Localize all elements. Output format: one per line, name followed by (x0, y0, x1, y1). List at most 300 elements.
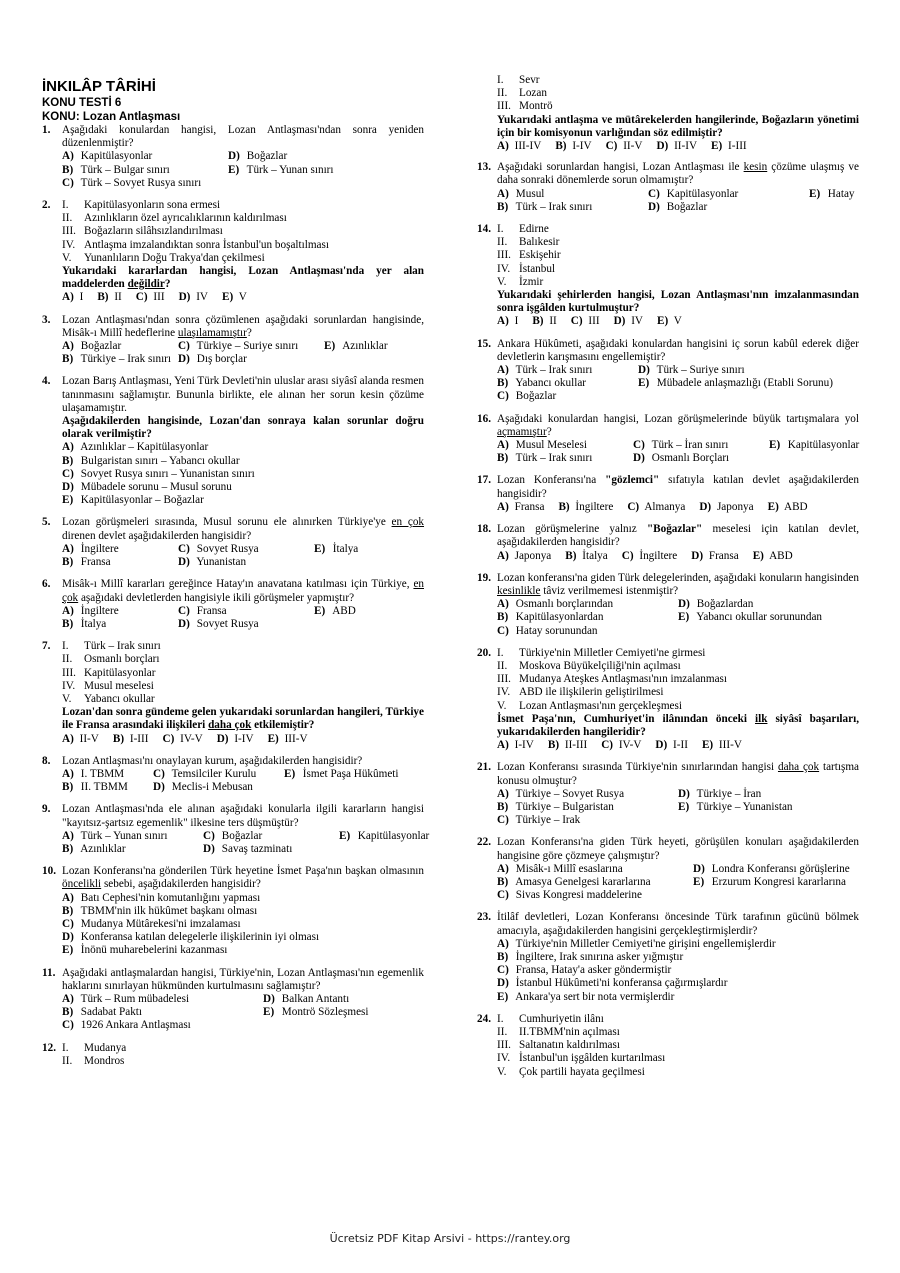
option-label: B) (497, 875, 509, 888)
option-text: Fransa (196, 604, 227, 617)
prompt-post: etkilemiştir? (251, 719, 315, 732)
option-label: C) (633, 439, 645, 452)
option-text: Boğazlar (80, 340, 122, 353)
roman-numeral: II. (497, 1026, 508, 1038)
option-text: III-IV (514, 140, 542, 153)
option-b (497, 801, 672, 814)
question-prompt (497, 289, 859, 315)
option-text: Türk – Rum mübadelesi (80, 992, 190, 1005)
stem-post: ? (546, 425, 552, 438)
option-text: Japonya (514, 549, 552, 562)
item-text: Sevr (519, 74, 540, 86)
option-text: İsmet Paşa Hükûmeti (302, 767, 399, 780)
question-stem (62, 578, 424, 604)
option-text: II-V (623, 140, 643, 153)
option-label: A) (497, 598, 509, 611)
option-label: E) (711, 140, 723, 153)
option-e (324, 340, 414, 353)
stem-text: Lozan Konferansı'na giden Türk heyeti, görüşülen konuları aşağıdakilerden hangisine göre çözmeye çalışmıştır? (497, 836, 859, 862)
option-label: D) (655, 739, 668, 752)
option-label: B) (497, 611, 509, 624)
prompt-pre: İsmet Paşa'nın, Cumhuriyet'in ilânından önceki (497, 712, 755, 725)
option-label: B) (547, 739, 560, 752)
option-label: B) (97, 291, 109, 304)
prompt-text: Aşağıdakilerden hangisinde, Lozan'dan sonraya kalan sorunlar doğru olarak verilmiştir? (62, 415, 424, 441)
item-text: Azınlıkların özel ayrıcalıklarının kaldırılması (84, 212, 287, 225)
roman-item (497, 686, 859, 699)
option-e (314, 605, 404, 618)
option-a (62, 768, 147, 781)
item-text: Kapitülasyonların sona ermesi (84, 199, 221, 212)
stem-pre: Lozan Antlaşması'ndan sonra çözümlenen aşağıdaki sorunlardan hangisinde, Misâk-ı Millî hedeflerine (62, 313, 424, 339)
option-text: Osmanlı Borçları (651, 452, 730, 465)
option-text: Boğazlar (666, 200, 708, 213)
roman-item (497, 673, 859, 686)
options-grid (62, 543, 424, 569)
stem-text: Aşağıdaki antlaşmalardan hangisi, Türkiye'nin, Lozan Antlaşması'nın egemenlik haklarını sınırlayan hükmünden kurtulmasını sağlamıştır? (62, 966, 424, 992)
option-text: İtalya (80, 617, 107, 630)
option-text: II (549, 315, 557, 328)
roman-numeral: V. (497, 699, 507, 712)
option-label: B) (62, 842, 74, 855)
option-label: B) (62, 454, 74, 467)
option-c (62, 918, 424, 931)
stem-pre: Lozan Konferansı sırasında Türkiye'nin sınırlarından hangisi (497, 761, 778, 774)
option-label: A) (62, 767, 74, 780)
options-row (497, 140, 859, 153)
options-row (497, 315, 859, 328)
roman-numeral: I. (497, 646, 504, 659)
option-text: Japonya (716, 500, 754, 513)
option-label: B) (62, 781, 74, 794)
question-stem (62, 516, 424, 542)
option-text: İngiltere (80, 604, 119, 617)
roman-numeral: IV. (497, 262, 511, 275)
question-number: 5. (42, 516, 51, 529)
item-text: Montrö (519, 100, 553, 113)
question-number: 8. (42, 754, 51, 767)
option-d (228, 150, 378, 163)
option-b (62, 164, 222, 177)
option-text: Türk – Yunan sınırı (80, 829, 168, 842)
option-label: C) (62, 1019, 74, 1032)
prompt-underlined: daha çok (208, 719, 252, 732)
question-stem (497, 572, 859, 598)
option-c (627, 501, 685, 514)
option-text: Sivas Kongresi maddelerine (515, 889, 642, 902)
options-grid (497, 598, 859, 638)
option-text: Azınlıklar (80, 842, 126, 855)
options-row (497, 501, 859, 514)
option-label: E) (314, 542, 326, 555)
roman-numeral: V. (62, 251, 72, 264)
option-text: Mübadele anlaşmazlığı (Etabli Sorunu) (656, 377, 833, 390)
option-label: D) (178, 291, 191, 304)
option-text: İnönü muharebelerini kazanması (80, 944, 228, 957)
option-e (339, 830, 459, 843)
empty-cell (678, 625, 878, 638)
option-label: E) (263, 1006, 275, 1019)
option-label: D) (203, 842, 215, 855)
prompt-text (62, 265, 424, 290)
question-stem (62, 375, 424, 415)
option-e (284, 768, 434, 781)
option-a (62, 291, 83, 304)
option-label: D) (178, 353, 190, 366)
option-text: İngiltere (80, 542, 119, 555)
option-b (497, 201, 642, 214)
question-number: 24. (477, 1012, 491, 1025)
prompt-pre: Lozan'dan sonra gündeme gelen yukarıdaki sorunlardan hangileri, Türkiye ile Fransa arasındaki ilişkileri (62, 706, 424, 732)
option-text: III-V (718, 739, 742, 752)
option-label: D) (638, 364, 650, 377)
options-grid (497, 364, 859, 404)
stem-text (497, 761, 859, 786)
question-stem (497, 761, 859, 787)
option-text: Boğazlar (246, 150, 288, 163)
option-label: C) (135, 291, 148, 304)
option-label: A) (497, 739, 509, 752)
stem-underlined: en çok (391, 516, 425, 529)
option-text: Kapitülasyonlar (80, 150, 153, 163)
option-text: IV (631, 315, 643, 328)
option-text: Türkiye – Sovyet Rusya (515, 787, 625, 800)
option-e (268, 733, 308, 746)
stem-underlined: açmamıştır (497, 425, 547, 438)
option-text: IV-V (618, 739, 642, 752)
roman-numeral: II. (497, 659, 508, 672)
option-label: E) (767, 500, 779, 513)
option-label: C) (62, 917, 74, 930)
option-text: Hatay (827, 187, 855, 200)
option-d (497, 977, 859, 990)
item-text: Kapitülasyonlar (84, 666, 156, 679)
roman-numeral: II. (497, 236, 508, 249)
roman-numeral: III. (497, 673, 511, 686)
prompt-underlined: ilk (754, 712, 768, 725)
option-c (62, 1019, 257, 1032)
option-label: E) (752, 549, 764, 562)
option-text: Kapitülasyonlar – Boğazlar (80, 494, 204, 507)
option-label: D) (153, 781, 165, 794)
options-grid (62, 340, 424, 366)
option-text: Kapitülasyonlardan (515, 611, 604, 624)
roman-numeral: IV. (62, 679, 76, 692)
option-label: C) (62, 467, 74, 480)
roman-numeral: V. (497, 1065, 507, 1078)
stem-bold: "gözlemci" (605, 474, 660, 487)
option-label: A) (497, 439, 509, 452)
option-label: E) (678, 800, 690, 813)
option-c (497, 964, 859, 977)
option-c (497, 889, 687, 902)
option-d (217, 733, 254, 746)
option-c (497, 390, 632, 403)
question-prompt (62, 265, 424, 291)
option-text: Montrö Sözleşmesi (281, 1006, 369, 1019)
question-number: 23. (477, 911, 491, 924)
option-text: Boğazlardan (696, 598, 754, 611)
option-a (62, 441, 424, 454)
question-q5 (42, 516, 424, 569)
option-label: E) (284, 767, 296, 780)
topic-label: KONU: Lozan Antlaşması (42, 111, 181, 123)
question-prompt (497, 713, 859, 739)
stem-post: tâviz verilmemesi istenmiştir? (540, 584, 679, 597)
stem-pre: Misâk-ı Millî kararları gereğince Hatay'ın anavatana katılması için Türkiye, (62, 578, 414, 591)
option-label: E) (222, 291, 234, 304)
option-b (497, 452, 627, 465)
question-number: 4. (42, 375, 51, 388)
question-q12c (477, 74, 859, 153)
option-label: A) (62, 441, 74, 454)
roman-item (497, 700, 859, 713)
item-text: Türkiye'nin Milletler Cemiyeti'ne girmesi (519, 646, 706, 659)
question-number: 2. (42, 199, 51, 212)
option-a (62, 340, 172, 353)
empty-cell (638, 390, 878, 403)
roman-item (497, 647, 859, 660)
option-a (497, 739, 534, 752)
option-b (497, 611, 672, 624)
option-text: TBMM'nin ilk hükûmet başkanı olması (80, 904, 258, 917)
stem-text: Ankara Hükûmeti, aşağıdaki konulardan hangisini iç sorun kabûl ederek diğer devletlerin karışmasını engellemiştir? (497, 337, 859, 363)
option-text: İngiltere (639, 549, 678, 562)
item-text: İstanbul'un işgâlden kurtarılması (519, 1052, 666, 1065)
option-e (711, 140, 747, 153)
option-text: Türk – Irak sınırı (515, 452, 593, 465)
option-text: Yabancı okullar (515, 377, 587, 390)
option-label: E) (267, 732, 279, 745)
option-a (497, 364, 632, 377)
option-e (753, 550, 793, 563)
stem-text (497, 161, 859, 186)
option-b (113, 733, 149, 746)
option-label: C) (162, 732, 175, 745)
option-label: B) (497, 800, 509, 813)
roman-numeral: II. (62, 212, 73, 225)
item-text: Çok partili hayata geçilmesi (519, 1065, 645, 1078)
option-text: II. TBMM (80, 781, 128, 794)
option-d (655, 739, 688, 752)
option-e (222, 291, 247, 304)
question-number: 6. (42, 578, 51, 591)
question-number: 11. (42, 966, 56, 979)
options-grid (497, 188, 859, 214)
option-text: Almanya (644, 500, 686, 513)
stem-underlined: öncelikli (62, 878, 102, 891)
option-text: Mübadele sorunu – Musul sorunu (80, 481, 232, 494)
question-q4 (42, 375, 424, 507)
options-grid (62, 829, 430, 856)
page-title: İNKILÂP TÂRİHİ (42, 78, 156, 95)
option-b (497, 951, 859, 964)
option-d (648, 201, 803, 214)
roman-numeral: II. (62, 1054, 73, 1067)
option-text: Balkan Antantı (281, 992, 350, 1005)
question-q22 (477, 836, 859, 902)
empty-cell (314, 556, 404, 569)
question-number: 17. (477, 474, 491, 487)
prompt-post: siyâsî başarıları, yukarıdakilerden hangileridir? (497, 712, 859, 738)
option-text: V (238, 291, 247, 304)
stem-underlined: kesinlikle (497, 584, 541, 597)
option-a (62, 543, 172, 556)
option-label: D) (228, 150, 240, 163)
empty-cell (809, 201, 889, 214)
stem-post: tartışma konusu olmuştur? (497, 761, 860, 787)
option-label: D) (656, 140, 669, 153)
option-text: Türk – Sovyet Rusya sınırı (80, 176, 202, 189)
roman-item (62, 239, 424, 252)
option-d (638, 364, 878, 377)
option-a (62, 605, 172, 618)
item-text: Balıkesir (519, 236, 560, 249)
question-q3 (42, 314, 424, 367)
roman-item (497, 1026, 859, 1039)
option-label: D) (678, 787, 690, 800)
option-label: E) (228, 163, 240, 176)
option-b (97, 291, 121, 304)
option-label: A) (497, 862, 509, 875)
option-text: Musul Meselesi (515, 439, 587, 452)
option-d (691, 550, 738, 563)
question-number: 14. (477, 223, 491, 236)
option-label: A) (62, 150, 74, 163)
roman-item (62, 693, 424, 706)
stem-pre: Lozan konferansı'na giden Türk delegelerinden, aşağıdaki konuların hangisinden (497, 571, 859, 584)
question-q6 (42, 578, 424, 631)
roman-item (62, 653, 424, 666)
item-text: Türk – Irak sınırı (84, 640, 161, 653)
roman-item (62, 640, 424, 653)
option-c (606, 140, 643, 153)
option-text: III-V (284, 732, 308, 745)
option-e (638, 377, 878, 390)
option-e (314, 543, 404, 556)
option-c (163, 733, 203, 746)
option-text: Boğazlar (221, 829, 263, 842)
option-text: Türkiye'nin Milletler Cemiyeti'ne girişini engellemişlerdir (515, 937, 776, 950)
option-label: B) (497, 950, 509, 963)
option-b (62, 905, 424, 918)
option-text: Kapitülasyonlar (357, 829, 430, 842)
option-label: D) (62, 481, 74, 494)
option-label: B) (62, 1006, 74, 1019)
option-label: B) (555, 140, 567, 153)
option-label: C) (153, 767, 165, 780)
option-b (62, 455, 424, 468)
option-d (153, 781, 278, 794)
stem-post: direnen devlet aşağıdakilerden hangisidir? (62, 529, 252, 542)
option-e (497, 991, 859, 1004)
empty-cell (339, 843, 459, 856)
roman-numeral: I. (62, 1041, 69, 1054)
stem-pre: Lozan Konferansı'na gönderilen Türk heyetine İsmet Paşa'nın başkan olmasının (62, 865, 424, 878)
option-text: I-III (728, 140, 747, 153)
option-label: A) (62, 732, 74, 745)
item-text: Mudanya Ateşkes Antlaşması'nın imzalanması (519, 673, 728, 686)
option-b (497, 876, 687, 889)
option-label: E) (809, 187, 821, 200)
option-b (558, 501, 613, 514)
item-text: ABD ile ilişkilerin geliştirilmesi (519, 686, 664, 699)
option-label: A) (62, 291, 74, 304)
option-text: Türk – Irak sınırı (515, 200, 593, 213)
option-text: Ankara'ya sert bir nota vermişlerdir (515, 990, 675, 1003)
item-text: Lozan (519, 87, 547, 100)
option-label: B) (497, 200, 509, 213)
option-text: Fransa (708, 549, 739, 562)
question-stem (62, 967, 424, 993)
question-stem (497, 836, 859, 862)
option-c (203, 830, 333, 843)
roman-item (497, 660, 859, 673)
roman-item (62, 667, 424, 680)
option-d (178, 353, 318, 366)
option-a (497, 938, 859, 951)
question-q9 (42, 803, 430, 856)
prompt-post: ? (164, 278, 171, 291)
option-label: E) (638, 377, 650, 390)
option-label: D) (648, 200, 660, 213)
options-grid (497, 788, 859, 828)
stem-text (62, 865, 424, 890)
option-label: D) (216, 732, 229, 745)
option-text: Sovyet Rusya sınırı – Yunanistan sınırı (80, 467, 255, 480)
option-a (62, 830, 197, 843)
roman-item (497, 249, 859, 262)
roman-item (62, 1042, 424, 1055)
question-stem (62, 755, 424, 768)
option-label: D) (497, 977, 509, 990)
roman-numeral: II. (62, 653, 73, 666)
option-label: C) (601, 739, 614, 752)
option-text: Amasya Genelgesi kararlarına (515, 875, 651, 888)
option-text: Sovyet Rusya (196, 542, 259, 555)
empty-cell (228, 177, 378, 190)
stem-post: ? (246, 326, 252, 339)
option-label: C) (627, 500, 640, 513)
item-text: Moskova Büyükelçiliği'nin açılması (519, 659, 681, 672)
stem-text (497, 413, 859, 438)
roman-numeral: I. (62, 199, 69, 212)
stem-pre: Lozan Konferansı'na (497, 474, 606, 487)
stem-text: Lozan Antlaşması'nda ele alınan aşağıdaki konularla ilgili kararların hangisi "kayıtsız-şartsız egemenlik" ilkesine ters düşmüştür? (62, 803, 424, 829)
option-e (62, 494, 424, 507)
option-label: A) (62, 829, 74, 842)
option-label: C) (497, 624, 509, 637)
option-b (555, 140, 591, 153)
roman-numeral: IV. (62, 238, 76, 251)
empty-cell (284, 781, 434, 794)
stem-underlined: kesin (743, 161, 768, 174)
option-d (62, 931, 424, 944)
stem-text: Lozan Antlaşması'nı onaylayan kurum, aşağıdakilerden hangisidir? (62, 754, 363, 767)
option-text: Boğazlar (515, 390, 557, 403)
question-q15 (477, 338, 859, 404)
roman-item (497, 236, 859, 249)
question-q21 (477, 761, 859, 827)
option-label: C) (178, 340, 190, 353)
stem-post: aşağıdaki devletlerden hangisiyle ikili görüşmeler yapmıştır? (78, 591, 355, 604)
roman-item (497, 276, 859, 289)
option-d (614, 315, 643, 328)
option-d (633, 452, 763, 465)
empty-cell (678, 814, 878, 827)
question-number: 15. (477, 337, 491, 350)
question-q12 (42, 1042, 424, 1068)
